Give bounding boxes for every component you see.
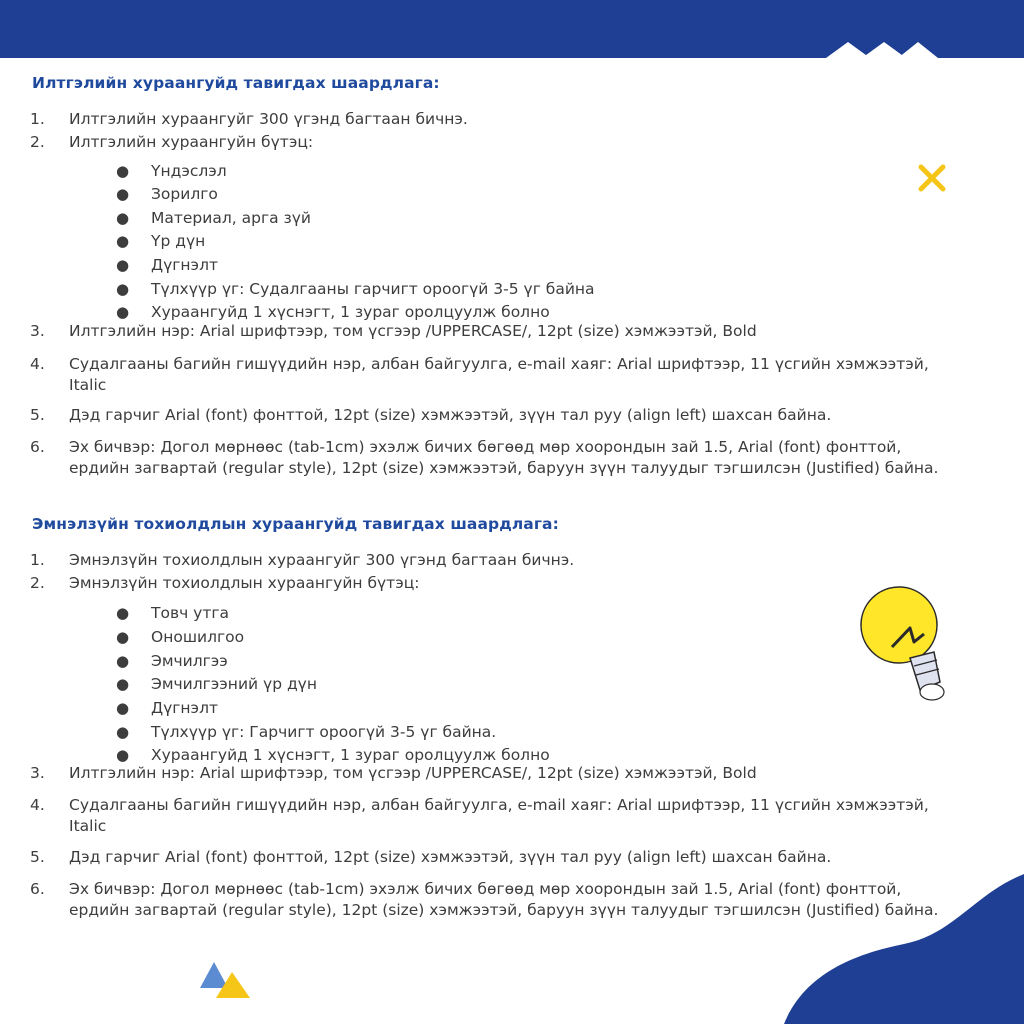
list-item-text: ердийн загвартай (regular style), 12pt (size) хэмжээтэй, баруун зүүн талуудыг тэгшилсэн (Justified) байна. [69, 901, 939, 919]
list-item-number: 4. [30, 355, 45, 373]
list-item-number: 1. [30, 110, 45, 128]
list-item-text: Эмнэлзүйн тохиолдлын хураангуйн бүтэц: [69, 574, 420, 592]
bullet-dot: ● [116, 185, 130, 203]
bottom-triangles-decor [198, 960, 254, 1002]
x-icon [916, 162, 948, 194]
list-item-text: Судалгааны багийн гишүүдийн нэр, албан байгуулга, e-mail хаяг: Arial шрифтээр, 11 үсгийн хэмжээтэй, [69, 355, 929, 373]
bullet-dot: ● [116, 303, 130, 321]
bullet-dot: ● [116, 628, 130, 646]
bullet-dot: ● [116, 232, 130, 250]
list-item-number: 4. [30, 796, 45, 814]
list-item-text: Илтгэлийн хураангуйг 300 үгэнд багтаан бичнэ. [69, 110, 468, 128]
list-item-text: Илтгэлийн хураангуйн бүтэц: [69, 133, 314, 151]
list-item-number: 2. [30, 574, 45, 592]
bullet-text: Үндэслэл [151, 162, 227, 180]
list-item-text: Дэд гарчиг Arial (font) фонттой, 12pt (size) хэмжээтэй, зүүн тал руу (align left) шахсан байна. [69, 848, 832, 866]
bullet-dot: ● [116, 256, 130, 274]
bullet-text: Товч утга [151, 604, 230, 622]
bullet-dot: ● [116, 604, 130, 622]
bullet-text: Түлхүүр үг: Гарчигт ороогүй 3-5 үг байна. [151, 723, 497, 741]
list-item-text: ердийн загвартай (regular style), 12pt (size) хэмжээтэй, баруун зүүн талуудыг тэгшилсэн (Justified) байна. [69, 459, 939, 477]
list-item-number: 3. [30, 322, 45, 340]
list-item-text: Илтгэлийн нэр: Arial шрифтээр, том үсгээр /UPPERCASE/, 12pt (size) хэмжээтэй, Bold [69, 322, 757, 340]
list-item-text: Эх бичвэр: Догол мөрнөөс (tab-1cm) эхэлж бичих бөгөөд мөр хоорондын зай 1.5, Arial (font) фонттой, [69, 880, 902, 898]
top-triangles-decor [0, 0, 1024, 70]
bullet-dot: ● [116, 746, 130, 764]
bullet-text: Үр дүн [151, 232, 206, 250]
list-item-text: Italic [69, 376, 107, 394]
bullet-dot: ● [116, 652, 130, 670]
bullet-text: Эмчилгээ [151, 652, 228, 670]
list-item-number: 1. [30, 551, 45, 569]
bullet-text: Дүгнэлт [151, 256, 219, 274]
section1-heading: Илтгэлийн хураангуйд тавигдах шаардлага: [32, 74, 440, 92]
list-item-text: Эмнэлзүйн тохиолдлын хураангуйг 300 үгэнд багтаан бичнэ. [69, 551, 575, 569]
list-item-text: Дэд гарчиг Arial (font) фонттой, 12pt (size) хэмжээтэй, зүүн тал руу (align left) шахсан байна. [69, 406, 832, 424]
bullet-text: Хураангуйд 1 хүснэгт, 1 зураг оролцуулж болно [151, 303, 550, 321]
list-item-text: Илтгэлийн нэр: Arial шрифтээр, том үсгээр /UPPERCASE/, 12pt (size) хэмжээтэй, Bold [69, 764, 757, 782]
section2-heading: Эмнэлзүйн тохиолдлын хураангуйд тавигдах шаардлага: [32, 515, 559, 533]
list-item-number: 5. [30, 406, 45, 424]
list-item-text: Italic [69, 817, 107, 835]
bullet-text: Дүгнэлт [151, 699, 219, 717]
bullet-dot: ● [116, 209, 130, 227]
list-item-number: 5. [30, 848, 45, 866]
bullet-text: Оношилгоо [151, 628, 245, 646]
list-item-text: Судалгааны багийн гишүүдийн нэр, албан байгуулга, e-mail хаяг: Arial шрифтээр, 11 үсгийн хэмжээтэй, [69, 796, 929, 814]
bullet-dot: ● [116, 280, 130, 298]
bullet-text: Материал, арга зүй [151, 209, 312, 227]
bullet-dot: ● [116, 699, 130, 717]
list-item-number: 6. [30, 438, 45, 456]
list-item-number: 6. [30, 880, 45, 898]
bullet-text: Түлхүүр үг: Судалгааны гарчигт ороогүй 3-5 үг байна [151, 280, 595, 298]
lightbulb-icon [852, 582, 962, 712]
bullet-text: Зорилго [151, 185, 218, 203]
list-item-number: 3. [30, 764, 45, 782]
list-item-text: Эх бичвэр: Догол мөрнөөс (tab-1cm) эхэлж бичих бөгөөд мөр хоорондын зай 1.5, Arial (font) фонттой, [69, 438, 902, 456]
bullet-text: Хураангуйд 1 хүснэгт, 1 зураг оролцуулж болно [151, 746, 550, 764]
bullet-dot: ● [116, 675, 130, 693]
bullet-dot: ● [116, 723, 130, 741]
list-item-number: 2. [30, 133, 45, 151]
bullet-dot: ● [116, 162, 130, 180]
bullet-text: Эмчилгээний үр дүн [151, 675, 317, 693]
